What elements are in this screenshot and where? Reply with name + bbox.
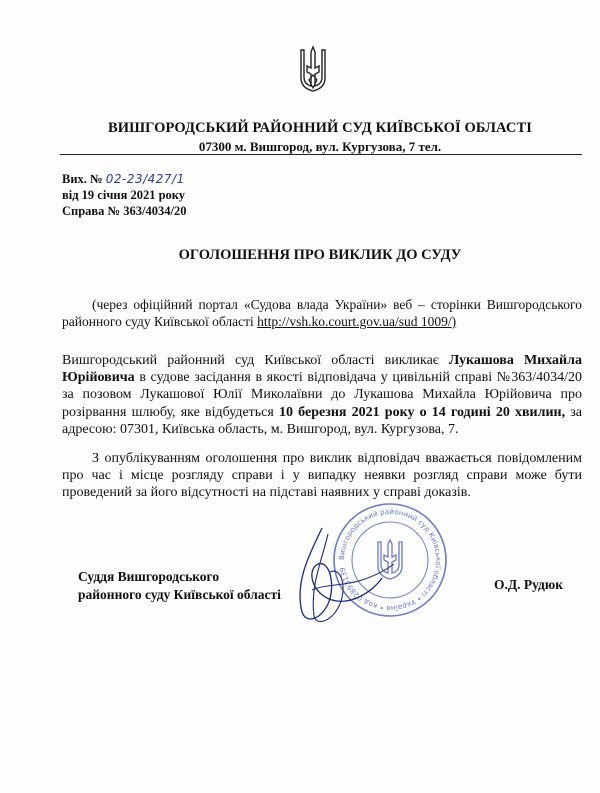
- publication-note: [62, 296, 582, 330]
- judge-signature: [282, 520, 402, 630]
- judge-name: О.Д. Рудюк: [494, 577, 563, 592]
- outgoing-number-label: Вих. №: [62, 172, 103, 186]
- seal-ring-text: Вишгородський районний суд Київської області • Україна • код 02893139: [336, 506, 444, 614]
- case-number: Справа № 363/4034/20: [62, 204, 187, 218]
- notice-paragraph: З опублікуванням оголошення про виклик відповідач вважається повідомленим про час і місце розгляду справи і у випадку неявки розгляд справи може бути проведений за його відсутності на підставі наявних у справі доказів.: [62, 451, 582, 501]
- trident-emblem-icon: [298, 44, 328, 94]
- header-divider: [60, 154, 582, 155]
- outgoing-date: від 19 січня 2021 року: [62, 188, 186, 202]
- respondent-name: Лукашова Михайла Юрійовича: [62, 353, 582, 386]
- court-website-link[interactable]: http://vsh.ko.court.gov.ua/sud 1009/): [257, 314, 457, 329]
- court-address: 07300 м. Вишгород, вул. Кургузова, 7 тел.: [198, 139, 442, 154]
- judge-title-line2: районного суду Київської області: [78, 587, 281, 602]
- outgoing-number: [62, 171, 186, 187]
- outgoing-block: [62, 171, 186, 219]
- summons-paragraph: [62, 352, 582, 438]
- summons-text-middle: в судове засідання в якості відповідача у цивільній справі №363/4034/20 за позовом Лукашової Юлії Миколаївни до Лукашова Михайла Юрійовича про розірвання шлюбу, яке відбудеться: [62, 370, 582, 420]
- judge-title: [78, 568, 281, 604]
- hearing-datetime: 10 березня 2021 року о 14 годині 20 хвилин,: [279, 404, 566, 420]
- judge-title-line1: Суддя Вишгородського: [78, 569, 220, 584]
- summons-text-end: за адресою: 07301, Київська область, м. Вишгород, вул. Кургузова, 7.: [62, 404, 583, 437]
- publication-note-text: (через офіційний портал «Судова влада України» веб – сторінки Вишгородського районного суду Київської області: [62, 297, 582, 329]
- document-title: ОГОЛОШЕННЯ ПРО ВИКЛИК ДО СУДУ: [178, 247, 462, 263]
- outgoing-number-handwritten: 02-23/427/1: [105, 172, 185, 186]
- court-name: ВИШГОРОДСЬКИЙ РАЙОННИЙ СУД КИЇВСЬКОЇ ОБЛАСТІ: [107, 120, 532, 136]
- announcement-body: [62, 352, 582, 502]
- summons-text-start: Вишгородський районний суд Київської області викликає: [62, 353, 449, 368]
